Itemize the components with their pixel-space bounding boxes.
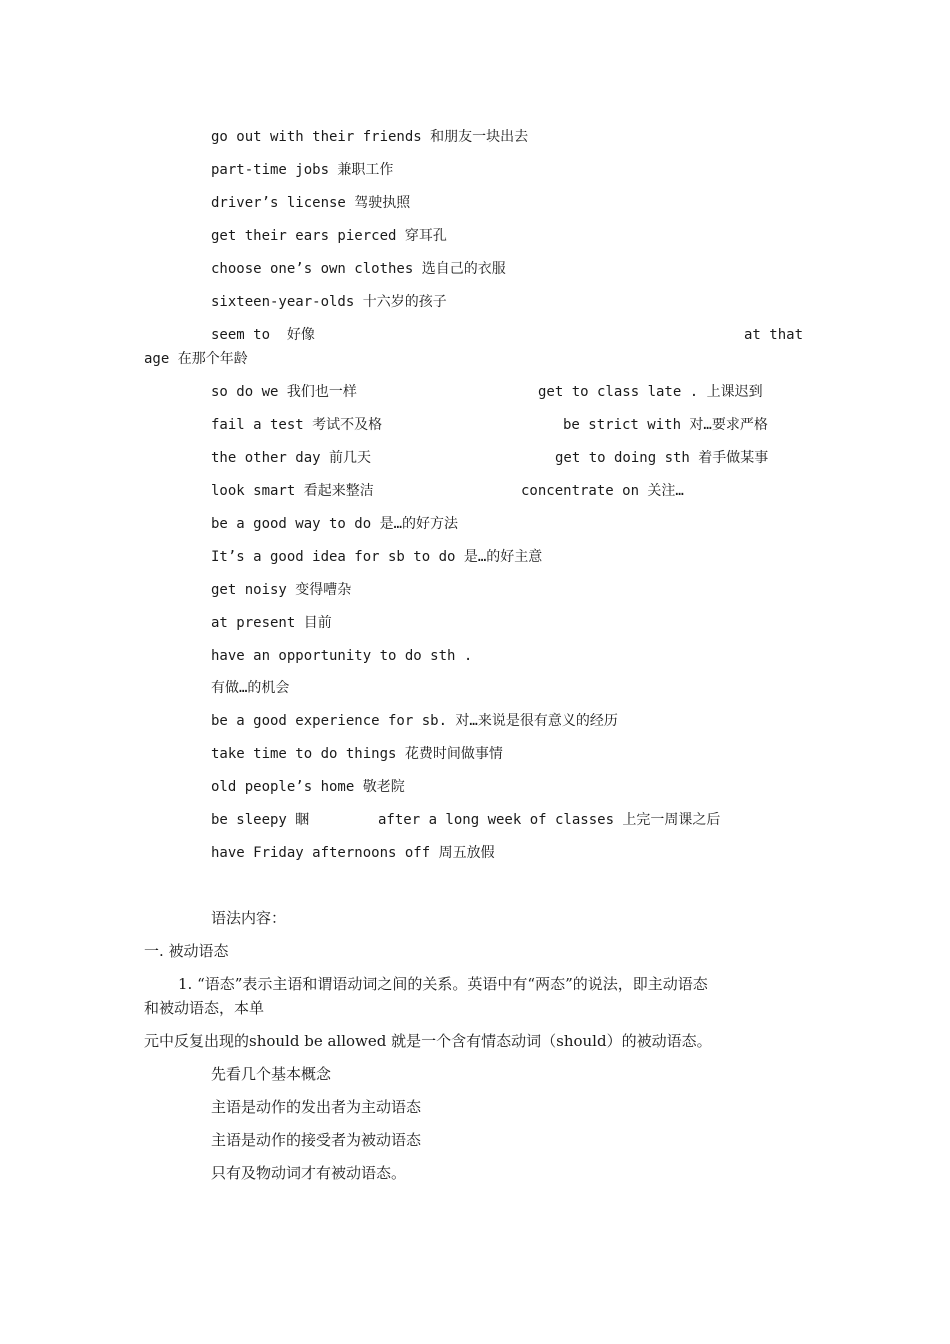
vocab-line: get their ears pierced 穿耳孔: [211, 228, 447, 244]
vocab-line: so do we 我们也一样: [211, 384, 357, 400]
grammar-heading: 语法内容：: [211, 909, 287, 927]
vocab-line: 有做…的机会: [211, 680, 290, 696]
concept-line: 只有及物动词才有被动语态。: [211, 1164, 407, 1182]
vocab-line: at that: [744, 327, 804, 343]
vocab-line: old people’s home 敬老院: [211, 779, 405, 795]
vocab-line: have Friday afternoons off 周五放假: [211, 845, 495, 861]
vocab-line: be strict with 对…要求严格: [563, 417, 768, 433]
paragraph-line: 和被动语态，本单: [144, 999, 265, 1017]
concept-line: 先看几个基本概念: [211, 1065, 332, 1083]
concept-line: 主语是动作的发出者为主动语态: [211, 1098, 422, 1116]
vocab-line: sixteen-year-olds 十六岁的孩子: [211, 294, 447, 310]
vocab-line: It’s a good idea for sb to do 是…的好主意: [211, 549, 543, 565]
vocab-line: at present 目前: [211, 615, 332, 631]
vocab-line: choose one’s own clothes 选自己的衣服: [211, 261, 506, 277]
vocab-line: go out with their friends 和朋友一块出去: [211, 129, 529, 145]
vocab-line: driver’s license 驾驶执照: [211, 195, 411, 211]
vocab-line: part-time jobs 兼职工作: [211, 162, 394, 178]
vocab-line: after a long week of classes 上完一周课之后: [378, 812, 721, 828]
vocab-line: be a good way to do 是…的好方法: [211, 516, 459, 532]
paragraph-line: 元中反复出现的should be allowed 就是一个含有情态动词（should）的被动语态。: [144, 1032, 712, 1050]
vocab-line: concentrate on 关注…: [521, 483, 684, 499]
vocab-line: look smart 看起来整洁: [211, 483, 374, 499]
vocab-line: get to doing sth 着手做某事: [555, 450, 769, 466]
vocab-line: fail a test 考试不及格: [211, 417, 383, 433]
concept-line: 主语是动作的接受者为被动语态: [211, 1131, 422, 1149]
paragraph-line: 1. “语态”表示主语和谓语动词之间的关系。英语中有“两态”的说法，即主动语态: [178, 975, 708, 993]
vocab-line: the other day 前几天: [211, 450, 372, 466]
vocab-line: get to class late . 上课迟到: [538, 384, 763, 400]
vocab-line: seem to 好像: [211, 327, 315, 343]
section-title: 一. 被动语态: [144, 942, 229, 960]
vocab-line: take time to do things 花费时间做事情: [211, 746, 503, 762]
vocab-line: be a good experience for sb. 对…来说是很有意义的经历: [211, 713, 618, 729]
vocab-line: have an opportunity to do sth .: [211, 648, 473, 664]
vocab-line: get noisy 变得嘈杂: [211, 582, 352, 598]
vocab-line: age 在那个年龄: [144, 351, 248, 367]
vocab-line: be sleepy 睏: [211, 812, 310, 828]
